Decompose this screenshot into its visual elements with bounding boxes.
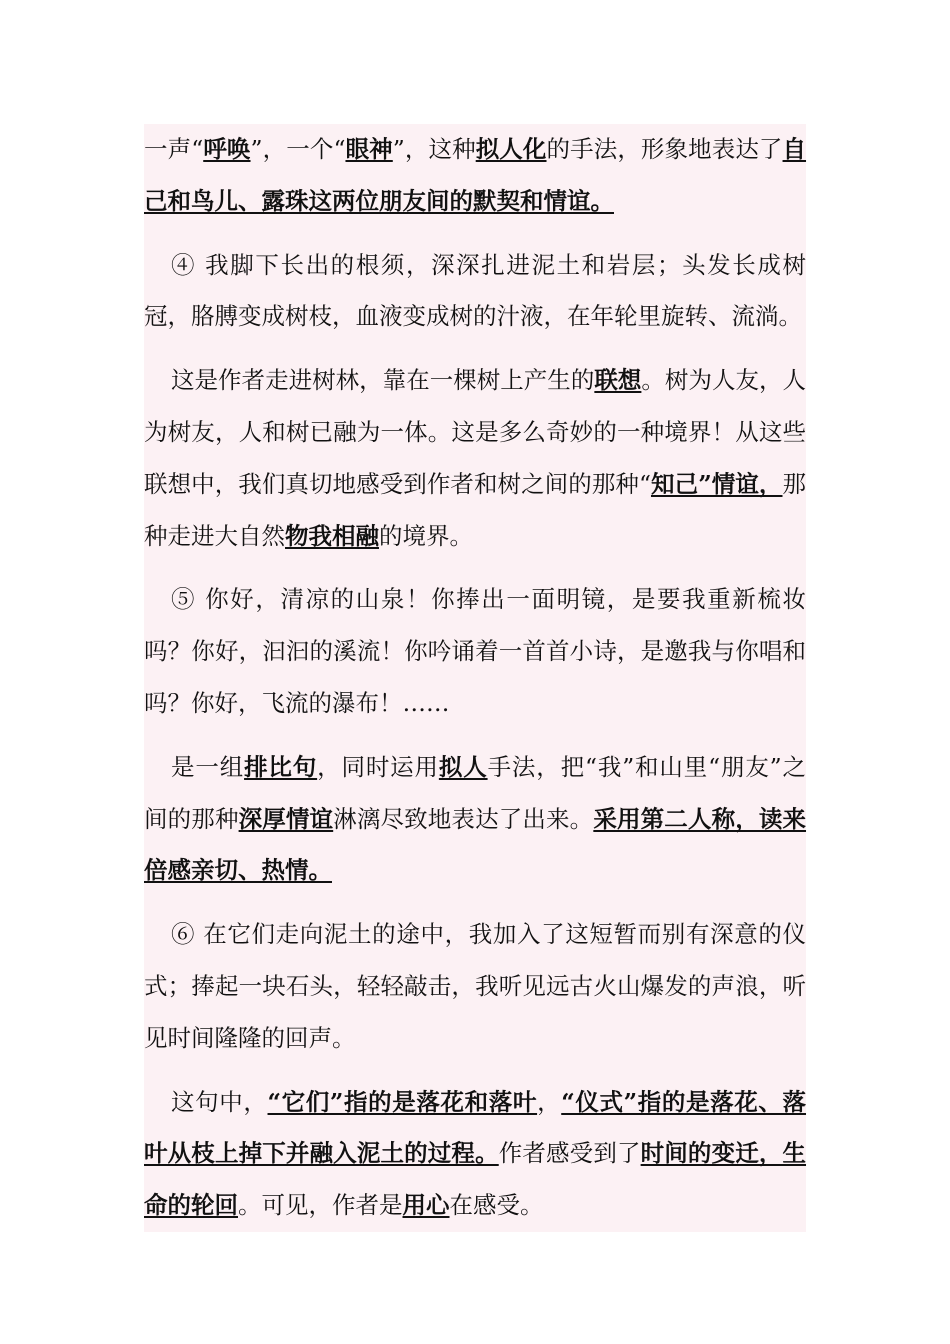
- emphasis-text: 知己”情谊，: [650, 469, 783, 498]
- text-run: 淋漓尽致地表达了出来。: [333, 804, 594, 833]
- paragraph-2: [144, 240, 806, 344]
- paragraph-3: [144, 355, 806, 562]
- text-run: 手法，把“我”和山里“朋友”之间的那种: [144, 752, 807, 833]
- emphasis-text: 拟人: [438, 752, 488, 781]
- text-run: ，: [537, 1087, 562, 1116]
- emphasis-text: 物我相融: [285, 521, 379, 550]
- emphasis-text: 自己和鸟儿、露珠这两位朋友间的默契和情谊。: [144, 135, 807, 215]
- emphasis-text: 呼唤: [203, 135, 251, 163]
- emphasis-text: 用心: [402, 1191, 450, 1220]
- text-run: 那种走进大自然: [144, 469, 806, 550]
- text-run: 。可见，作者是: [238, 1191, 403, 1220]
- emphasis-text: 联想: [594, 366, 642, 395]
- paragraph-4: [144, 574, 806, 729]
- text-run: ④ 我脚下长出的根须，深深扎进泥土和岩层；头发长成树冠，胳膊变成树枝，血液变成树的汁液，在年轮里旋转、流淌。: [144, 250, 806, 331]
- emphasis-text: 拟人化: [475, 135, 547, 163]
- text-run: ⑤ 你好，清凉的山泉！你捧出一面明镜，是要我重新梳妆吗？你好，汩汩的溪流！你吟诵着一首首小诗，是邀我与你唱和吗？你好，飞流的瀑布！……: [144, 585, 806, 717]
- text-run: 的境界。: [379, 521, 473, 550]
- text-run: ”，一个“: [250, 135, 346, 163]
- paragraph-6: [144, 909, 806, 1064]
- emphasis-text: “仪式”指的是落花、落叶从枝上掉下并融入泥土的过程。: [144, 1087, 807, 1168]
- emphasis-text: 采用第二人称，读来倍感亲切、热情。: [144, 804, 807, 885]
- text-run: ，同时运用: [317, 752, 439, 781]
- emphasis-text: 眼神: [345, 135, 393, 163]
- text-run: ”，这种: [392, 135, 476, 163]
- emphasis-text: 时间的变迁，生命的轮回: [144, 1139, 807, 1220]
- emphasis-text: “它们”指的是落花和落叶: [267, 1087, 538, 1116]
- paragraph-1: [144, 124, 806, 228]
- emphasis-text: 深厚情谊: [238, 804, 334, 833]
- emphasis-text: 排比句: [244, 752, 318, 781]
- document-page: [144, 124, 806, 1232]
- paragraph-7: [144, 1077, 806, 1232]
- text-run: 一声“: [144, 135, 204, 163]
- text-run: 这句中，: [171, 1087, 268, 1116]
- text-run: 作者感受到了: [498, 1139, 641, 1168]
- text-block: [144, 124, 806, 1232]
- text-run: 在感受。: [449, 1191, 544, 1220]
- text-run: 。树为人友，人为树友，人和树已融为一体。这是多么奇妙的一种境界！从这些联想中，我们真切地感受到作者和树之间的那种“: [144, 366, 807, 498]
- text-run: ⑥ 在它们走向泥土的途中，我加入了这短暂而别有深意的仪式；捧起一块石头，轻轻敲击，我听见远古火山爆发的声浪，听见时间隆隆的回声。: [144, 920, 806, 1052]
- text-run: 这是作者走进树林，靠在一棵树上产生的: [171, 366, 595, 395]
- text-run: 是一组: [171, 752, 245, 781]
- paragraph-5: [144, 742, 806, 897]
- text-run: 的手法，形象地表达了: [546, 135, 783, 163]
